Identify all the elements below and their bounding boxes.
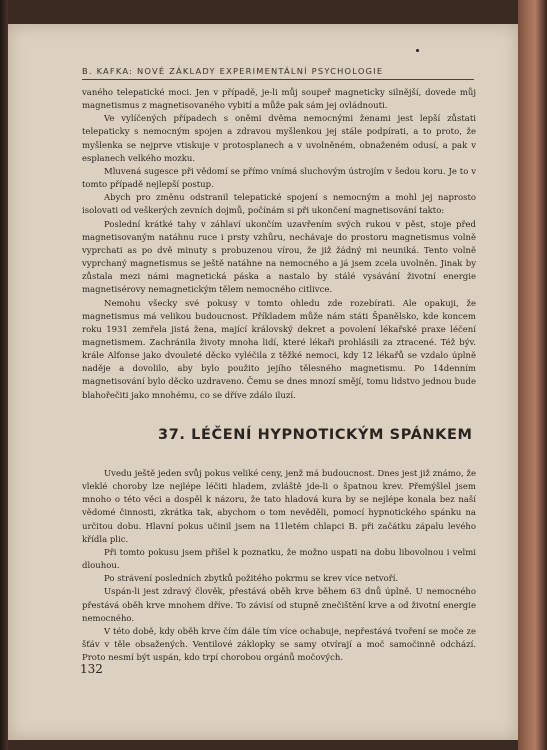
header-rule [82,79,474,80]
paragraph: Uvedu ještě jeden svůj pokus veliké ceny, jenž má budoucnost. Dnes jest již známo, že vleklé choroby lze nejlépe léčiti hladem, zvláště jde-li o špatnou krev. Přemýšlel jsem mnoho o této věci a dospěl k názoru, že tato hladová kura by se nejlépe konala bez naší vědomé činnosti, zkrátka tak, abychom o tom nevěděli, pomocí hypnotického spánku na určitou dobu. Hlavní pokus učinil jsem na 11letém chlapci B. při začátku zápalu levého křídla plic. [82,469,476,545]
chapter-title: 37. LÉČENÍ HYPNOTICKÝM SPÁNKEM [158,427,473,443]
paragraph: Mluvená sugesce při vědomí se přímo vnímá sluchovým ústrojím v šedou koru. Je to v tomto případě nejlepší postup. [82,166,476,191]
ink-speck [416,49,419,52]
paragraph: Ve vylíčených případech s oněmi dvěma nemocnými ženami jest lepší zůstati telepaticky s nemocným spojen a zdravou myšlenkou jej stále podpírati, a to proto, že myšlenka se nejprve vtiskuje v protosplanech a v uvolněném, obnaženém odusí, a pak v esplanech velkého mozku. [82,114,476,164]
running-head: B. KAFKA: NOVÉ ZÁKLADY EXPERIMENTÁLNÍ PSYCHOLOGIE [82,66,384,76]
paragraph: V této době, kdy oběh krve čím dále tím více ochabuje, nepřestává tvoření se moče ze šťáv v těle obsažených. Ventilové záklopky se samy otvírají a moč samočinně odchází. Proto nesmí být uspán, kdo trpí chorobou orgánů močových. [82,626,476,664]
paragraph: Nemohu všecky své pokusy v tomto ohledu zde rozebírati. Ale opakuji, že magnetismus má velikou budoucnost. Příkladem může nám státi Španělsko, kde koncem roku 1931 zemřela jistá žena, mající královský dekret a povolení lékařské praxe léčení magnetismem. Zachránila životy mnoha lidí, které lékaři prohlásili za ztracené. Též býv. krále Alfonse jako dvouleté děcko vyléčila z těžké nemoci, kdy 12 lékařů se vzdalo úplně naděje a dovolilo, aby bylo použito jejího tělesného magnetismu. Po 14denním magnetisování bylo děcko uzdraveno. Čemu se dnes mnozí smějí, tomu lidstvo jednou bude blahořečiti jako mnohému, co se dříve zdálo iluzí. [82,298,476,401]
paragraph: Po strávení posledních zbytků požitého pokrmu se krev více netvoří. [104,574,399,585]
paragraph: Poslední krátké tahy v záhlaví ukončím uzavřením svých rukou v pěst, stoje před magnetisovaným natáhnu ruce i prsty vzhůru, nechávaje do prostoru magnetismus volně vyprchati as po dvě minuty s probuzenou vírou, že již žádný mi neuniká. Tento volně vyprchaný magnetismus se ještě natáhne na nemocného a já jsem zcela uvolněn. Jinak by zůstala mezi námi magnetická páska a nastalo by stálé vysávání životní energie magnetisérovy nemagnetickým tělem nemocného citlivce. [82,219,476,296]
paragraph: Abych pro změnu odstranil telepatické spojení s nemocným a mohl jej naprosto isolovati od veškerých zevních dojmů, počínám si při ukončení magnetisování takto: [82,193,476,217]
page-number: 132 [80,662,103,676]
text-after-chapter [82,468,476,665]
paragraph: Uspán-li jest zdravý člověk, přestává oběh krve během 63 dnů úplně. U nemocného přestává oběh krve mnohem dříve. To závisí od stupně znečištění krve a od životní energie nemocného. [82,587,476,624]
paragraph: vaného telepatické moci. Jen v případě, je-li můj soupeř magneticky silnější, dovede můj magnetismus z magnetisovaného vybití a může pak sám jej ovládnouti. [82,88,476,112]
text-before-chapter [82,87,476,403]
scan-left-edge [0,0,8,750]
book-page [8,24,518,740]
paragraph: Při tomto pokusu jsem přišel k poznatku, že možno uspati na dobu libovolnou i velmi dlouhou. [82,547,476,572]
book-spine-edge [518,0,547,750]
